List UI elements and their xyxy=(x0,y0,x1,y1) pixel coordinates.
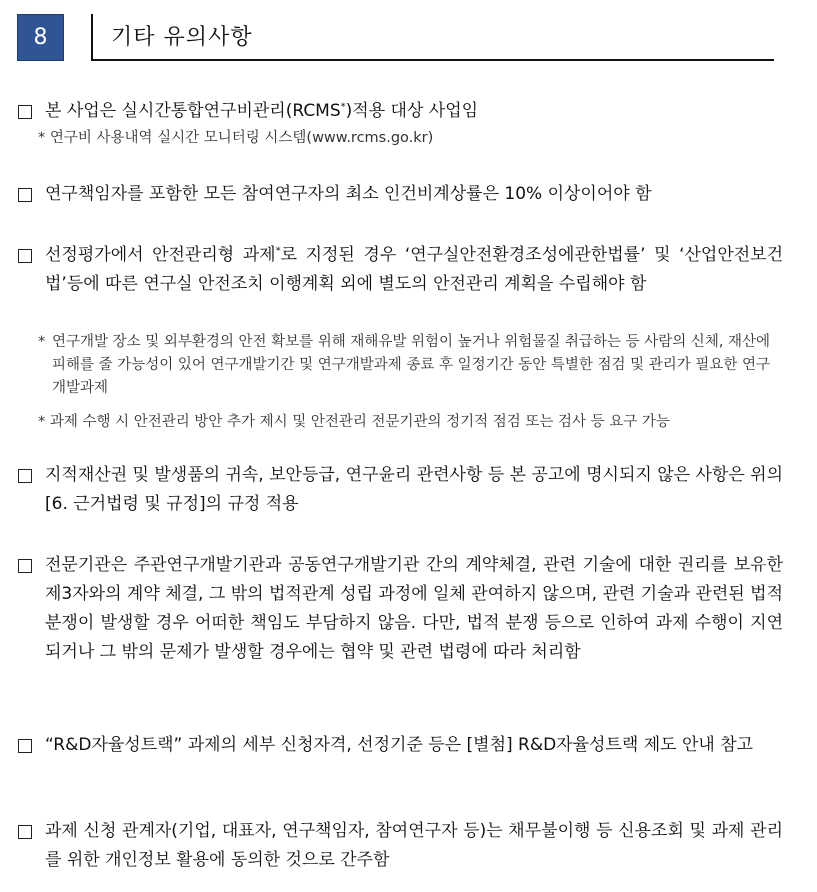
checkbox-icon xyxy=(18,559,32,573)
checkbox-icon xyxy=(18,188,32,202)
list-item xyxy=(18,551,783,667)
footnote-rcms: * 연구비 사용내역 실시간 모니터링 시스템(www.rcms.go.kr) xyxy=(38,130,434,146)
section-number: 8 xyxy=(33,25,48,50)
list-item xyxy=(18,461,783,519)
section-header xyxy=(0,0,817,70)
footnote-safety-requirement: * 과제 수행 시 안전관리 방안 추가 제시 및 안전관리 전문기관의 정기적 점검 또는 검사 등 요구 가능 xyxy=(38,414,670,430)
list-item-text: 전문기관은 주관연구개발기관과 공동연구개발기관 간의 계약체결, 관련 기술에 대한 권리를 보유한 제3자와의 계약 체결, 그 밖의 법적관계 성립 과정에 일체 관여하지 않으며, 관련 기술과 관련된 법적 분쟁이 발생할 경우 어떠한 책임도 부담하지 않음. 다만, 법적 분쟁 등으로 인하여 과제 수행이 지연되거나 그 밖의 문제가 발생할 경우에는 협약 및 관련 법령에 따라 처리함 xyxy=(45,555,783,662)
list-item-text: 연구책임자를 포함한 모든 참여연구자의 최소 인건비계상률은 10% 이상이어야 함 xyxy=(45,184,652,204)
list-item xyxy=(18,97,783,126)
checkbox-icon xyxy=(18,469,32,483)
section-title: 기타 유의사항 xyxy=(111,25,253,50)
list-item xyxy=(18,731,783,760)
list-item xyxy=(18,180,783,209)
section-title-bar xyxy=(91,14,774,61)
list-item-text: 본 사업은 실시간통합연구비관리(RCMS*)적용 대상 사업임 xyxy=(45,101,479,121)
checkbox-icon xyxy=(18,825,32,839)
checkbox-icon xyxy=(18,105,32,119)
list-item-text: 과제 신청 관계자(기업, 대표자, 연구책임자, 참여연구자 등)는 채무불이행 등 신용조회 및 과제 관리를 위한 개인정보 활용에 동의한 것으로 간주함 xyxy=(45,821,783,870)
list-item xyxy=(18,241,783,299)
list-item-text: 선정평가에서 안전관리형 과제*로 지정된 경우 ‘연구실안전환경조성에관한법률’ 및 ‘산업안전보건법’등에 따른 연구실 안전조치 이행계획 외에 별도의 안전관리 계획을 수립해야 함 xyxy=(45,245,784,294)
list-item xyxy=(18,817,783,875)
section-number-badge xyxy=(17,14,64,61)
checkbox-icon xyxy=(18,249,32,263)
list-item-text: 지적재산권 및 발생품의 귀속, 보안등급, 연구윤리 관련사항 등 본 공고에 명시되지 않은 사항은 위의 [6. 근거법령 및 규정]의 규정 적용 xyxy=(45,465,783,514)
checkbox-icon xyxy=(18,739,32,753)
list-item-text: “R&D자율성트랙” 과제의 세부 신청자격, 선정기준 등은 [별첨] R&D자율성트랙 제도 안내 참고 xyxy=(45,735,754,755)
footnote-safety-definition: * 연구개발 장소 및 외부환경의 안전 확보를 위해 재해유발 위험이 높거나 위험물질 취급하는 등 사람의 신체, 재산에 피해를 줄 가능성이 있어 연구개발기간 및 연구개발과제 종료 후 일정기간 동안 특별한 점검 및 관리가 필요한 연구개발과제 xyxy=(38,334,771,396)
